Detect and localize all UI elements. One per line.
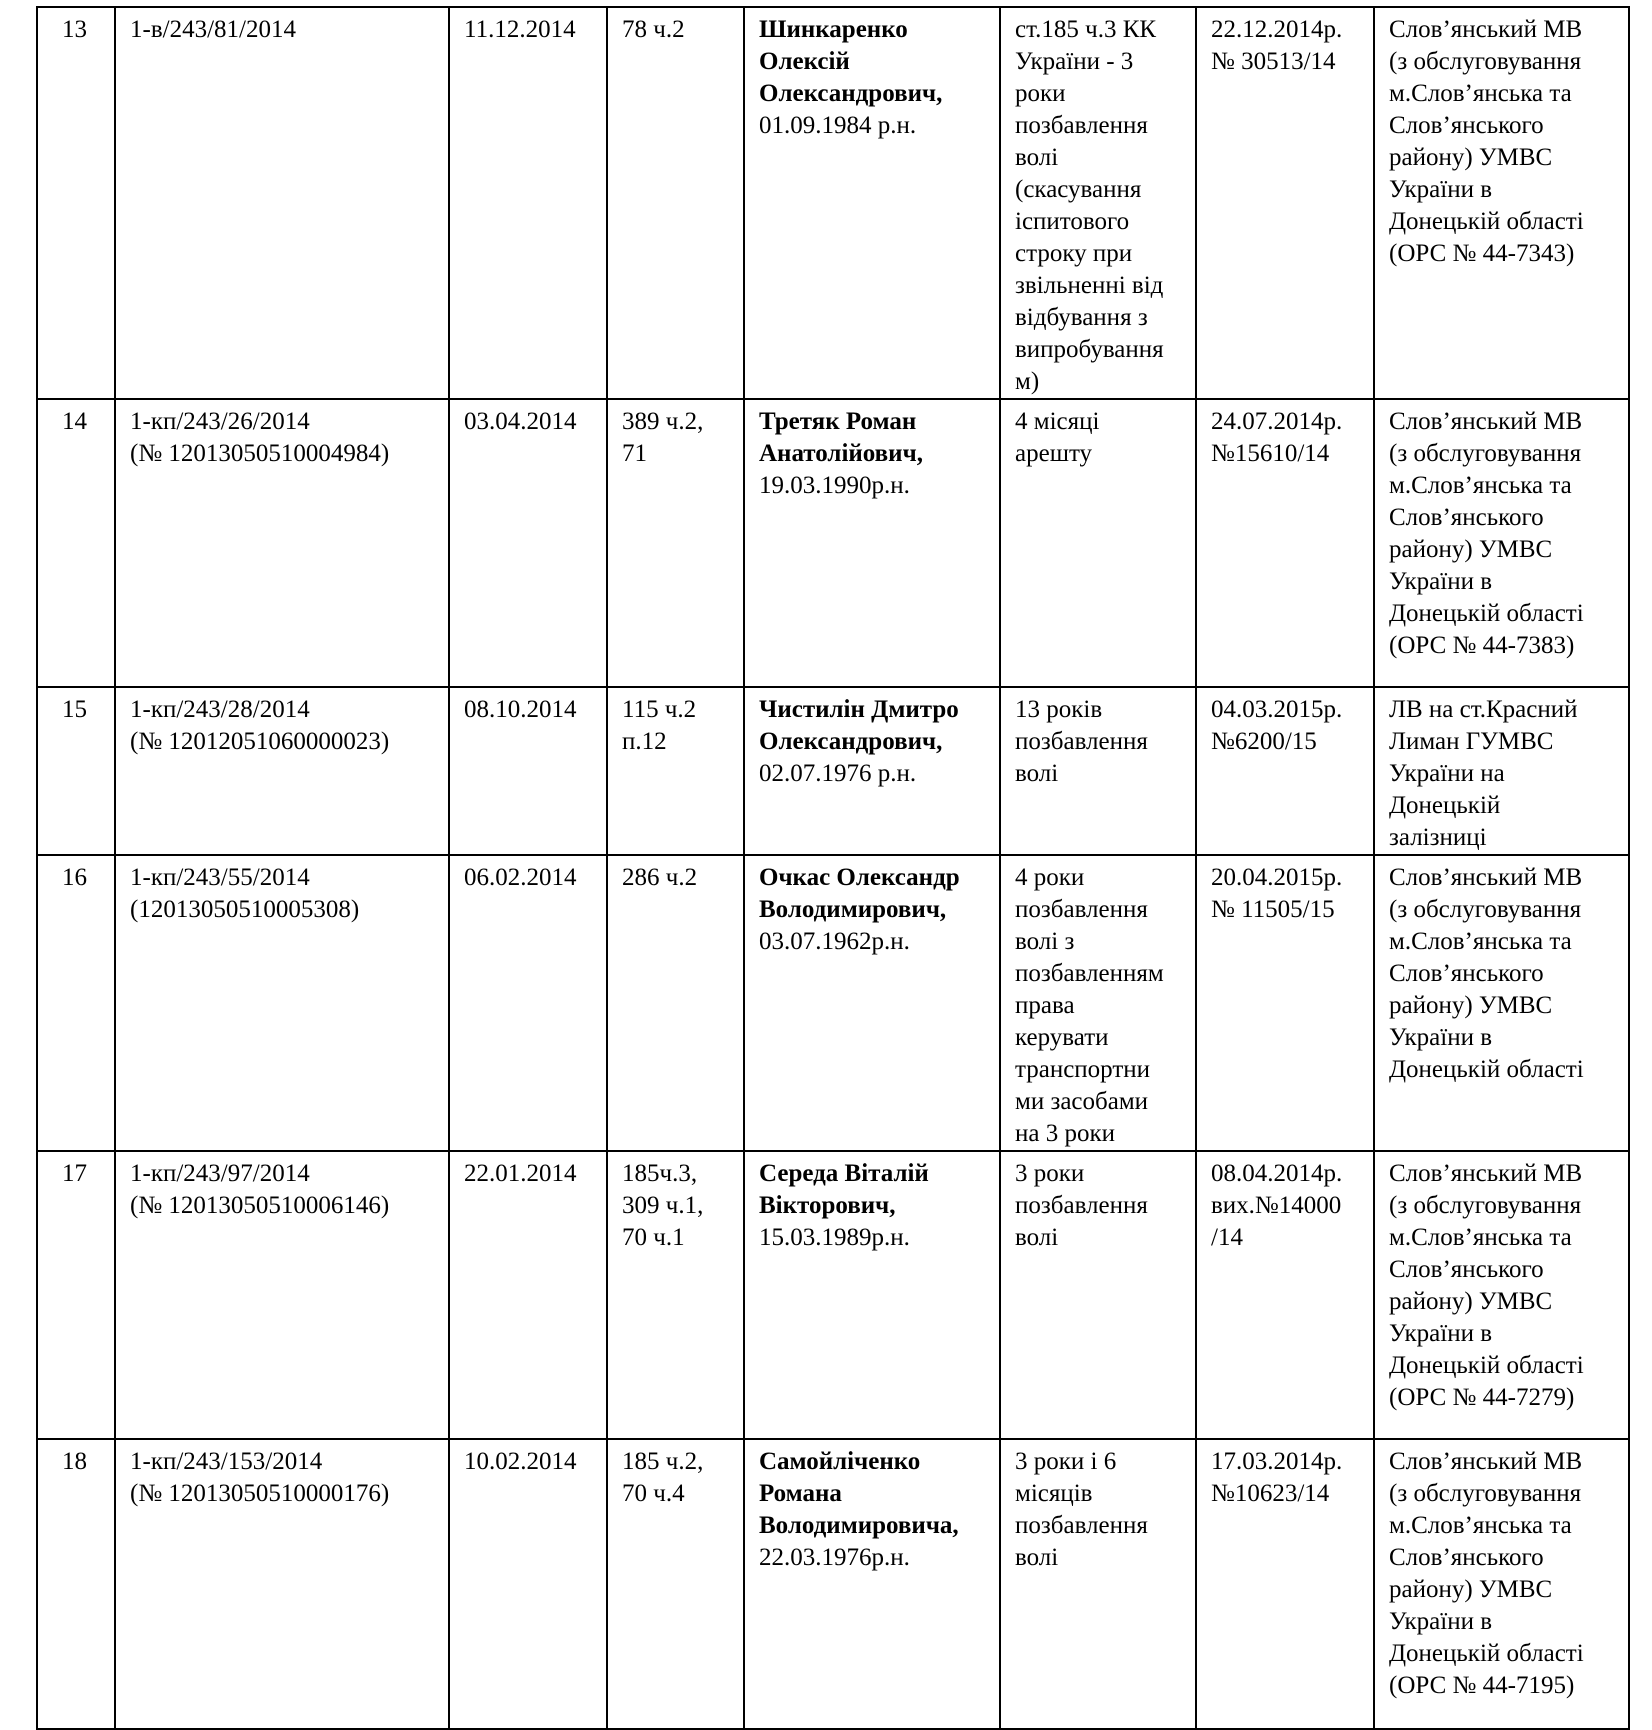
article-cell xyxy=(607,687,744,855)
authority-line: України в xyxy=(1389,1320,1493,1347)
verdict-date: 06.02.2014 xyxy=(464,864,577,891)
row-number: 13 xyxy=(62,16,87,43)
article-cell xyxy=(607,7,744,399)
authority-line: Слов’янський МВ xyxy=(1389,1448,1583,1475)
authority-line: району) УМВС xyxy=(1389,1576,1553,1603)
sentence-line: транспортни xyxy=(1015,1056,1151,1083)
sentence-line: волі xyxy=(1015,144,1059,171)
authority-line: району) УМВС xyxy=(1389,536,1553,563)
verdict-date: 22.01.2014 xyxy=(464,1160,577,1187)
authority-line: Донецькій області xyxy=(1389,600,1584,627)
sentence-cell xyxy=(1000,1151,1196,1439)
case-number-line: (№ 12013050510004984) xyxy=(130,440,390,467)
row-number: 16 xyxy=(62,864,87,891)
authority-line: району) УМВС xyxy=(1389,1288,1553,1315)
authority-cell xyxy=(1374,855,1629,1151)
authority-cell xyxy=(1374,1439,1629,1729)
row-number: 15 xyxy=(62,696,87,723)
authority-line: Слов’янського xyxy=(1389,504,1544,531)
authority-line: залізниці xyxy=(1389,824,1487,851)
birth-date: 03.07.1962р.н. xyxy=(759,928,910,955)
sentence-cell xyxy=(1000,687,1196,855)
sentence-cell xyxy=(1000,7,1196,399)
outgoing-ref-cell xyxy=(1196,1151,1374,1439)
outgoing-ref-line: №10623/14 xyxy=(1211,1480,1330,1507)
sentence-line: позбавленням xyxy=(1015,960,1164,987)
table-row xyxy=(37,1439,1629,1729)
sentence-line: відбування з xyxy=(1015,304,1148,331)
case-number-cell xyxy=(115,855,449,1151)
authority-line: Лиман ГУМВС xyxy=(1389,728,1554,755)
sentence-line: арешту xyxy=(1015,440,1093,467)
authority-line: (з обслуговування xyxy=(1389,440,1582,467)
convict-name-cell xyxy=(744,687,1000,855)
sentence-line: позбавлення xyxy=(1015,1512,1148,1539)
sentence-line: на 3 роки xyxy=(1015,1120,1115,1147)
authority-cell xyxy=(1374,399,1629,687)
verdict-date-cell xyxy=(449,855,607,1151)
authority-line: Слов’янського xyxy=(1389,1544,1544,1571)
row-number-cell xyxy=(37,1439,115,1729)
authority-line: (ОРС № 44-7343) xyxy=(1389,240,1575,267)
authority-line: Слов’янський МВ xyxy=(1389,16,1583,43)
sentence-line: строку при xyxy=(1015,240,1133,267)
authority-line: (з обслуговування xyxy=(1389,1480,1582,1507)
case-number-line: 1-в/243/81/2014 xyxy=(130,16,296,43)
sentence-line: позбавлення xyxy=(1015,728,1148,755)
convict-name-cell xyxy=(744,1439,1000,1729)
sentence-line: випробування xyxy=(1015,336,1164,363)
authority-line: (з обслуговування xyxy=(1389,48,1582,75)
outgoing-ref-line: /14 xyxy=(1211,1224,1243,1251)
authority-line: Донецькій області xyxy=(1389,1640,1584,1667)
authority-line: (з обслуговування xyxy=(1389,1192,1582,1219)
authority-line: м.Слов’янська та xyxy=(1389,472,1572,499)
sentence-line: місяців xyxy=(1015,1480,1093,1507)
authority-line: Слов’янський МВ xyxy=(1389,408,1583,435)
authority-line: України в xyxy=(1389,1608,1493,1635)
row-number: 14 xyxy=(62,408,87,435)
authority-line: Слов’янського xyxy=(1389,960,1544,987)
case-number-line: (№ 12013050510000176) xyxy=(130,1480,390,1507)
outgoing-ref-line: вих.№14000 xyxy=(1211,1192,1342,1219)
outgoing-ref-line: 17.03.2014р. xyxy=(1211,1448,1343,1475)
convict-name-line: Олександрович, xyxy=(759,728,943,755)
authority-line: України в xyxy=(1389,1024,1493,1051)
authority-line: Слов’янського xyxy=(1389,1256,1544,1283)
sentence-line: позбавлення xyxy=(1015,112,1148,139)
article-cell xyxy=(607,1439,744,1729)
verdict-date-cell xyxy=(449,687,607,855)
sentence-line: ми засобами xyxy=(1015,1088,1149,1115)
convict-name-line: Самойліченко xyxy=(759,1448,921,1475)
case-number-cell xyxy=(115,1439,449,1729)
sentence-line: керувати xyxy=(1015,1024,1109,1051)
sentence-cell xyxy=(1000,399,1196,687)
convict-name-line: Шинкаренко xyxy=(759,16,908,43)
birth-date: 01.09.1984 р.н. xyxy=(759,112,917,139)
verdict-date-cell xyxy=(449,1439,607,1729)
convict-name-line: Романа xyxy=(759,1480,842,1507)
case-number-line: 1-кп/243/97/2014 xyxy=(130,1160,310,1187)
convict-name-cell xyxy=(744,1151,1000,1439)
birth-date: 22.03.1976р.н. xyxy=(759,1544,910,1571)
article-line: 309 ч.1, xyxy=(622,1192,704,1219)
authority-cell xyxy=(1374,687,1629,855)
article-cell xyxy=(607,855,744,1151)
article-cell xyxy=(607,1151,744,1439)
convict-name-line: Олександрович, xyxy=(759,80,943,107)
row-number-cell xyxy=(37,855,115,1151)
case-number-cell xyxy=(115,1151,449,1439)
registry-table xyxy=(36,6,1630,1730)
sentence-line: 13 років xyxy=(1015,696,1103,723)
authority-cell xyxy=(1374,1151,1629,1439)
birth-date: 19.03.1990р.н. xyxy=(759,472,910,499)
row-number-cell xyxy=(37,1151,115,1439)
birth-date: 02.07.1976 р.н. xyxy=(759,760,917,787)
sentence-line: іспитового xyxy=(1015,208,1130,235)
table-row xyxy=(37,399,1629,687)
outgoing-ref-line: № 30513/14 xyxy=(1211,48,1336,75)
article-line: 389 ч.2, xyxy=(622,408,704,435)
row-number: 17 xyxy=(62,1160,87,1187)
article-line: п.12 xyxy=(622,728,667,755)
case-number-cell xyxy=(115,7,449,399)
sentence-cell xyxy=(1000,855,1196,1151)
outgoing-ref-cell xyxy=(1196,855,1374,1151)
sentence-line: волі з xyxy=(1015,928,1075,955)
row-number-cell xyxy=(37,7,115,399)
convict-name-line: Анатолійович, xyxy=(759,440,923,467)
authority-line: (ОРС № 44-7195) xyxy=(1389,1672,1575,1699)
authority-line: Донецькій області xyxy=(1389,1056,1584,1083)
authority-line: Слов’янський МВ xyxy=(1389,1160,1583,1187)
convict-name-line: Вікторович, xyxy=(759,1192,896,1219)
verdict-date: 10.02.2014 xyxy=(464,1448,577,1475)
outgoing-ref-line: 04.03.2015р. xyxy=(1211,696,1343,723)
authority-line: м.Слов’янська та xyxy=(1389,928,1572,955)
sentence-line: 4 місяці xyxy=(1015,408,1100,435)
case-number-line: (№ 12013050510006146) xyxy=(130,1192,390,1219)
sentence-line: волі xyxy=(1015,1544,1059,1571)
authority-cell xyxy=(1374,7,1629,399)
authority-line: ЛВ на ст.Красний xyxy=(1389,696,1578,723)
authority-line: м.Слов’янська та xyxy=(1389,1224,1572,1251)
authority-line: Донецькій області xyxy=(1389,208,1584,235)
outgoing-ref-cell xyxy=(1196,7,1374,399)
sentence-line: (скасування xyxy=(1015,176,1142,203)
authority-line: м.Слов’янська та xyxy=(1389,1512,1572,1539)
outgoing-ref-cell xyxy=(1196,1439,1374,1729)
table-row xyxy=(37,687,1629,855)
case-number-line: 1-кп/243/153/2014 xyxy=(130,1448,323,1475)
authority-line: (ОРС № 44-7279) xyxy=(1389,1384,1575,1411)
convict-name-line: Володимировича, xyxy=(759,1512,959,1539)
outgoing-ref-line: № 11505/15 xyxy=(1211,896,1335,923)
sentence-line: позбавлення xyxy=(1015,896,1148,923)
case-number-cell xyxy=(115,399,449,687)
row-number: 18 xyxy=(62,1448,87,1475)
authority-line: України на xyxy=(1389,760,1505,787)
table-row xyxy=(37,855,1629,1151)
verdict-date-cell xyxy=(449,1151,607,1439)
case-number-line: (№ 12012051060000023) xyxy=(130,728,390,755)
convict-name-line: Середа Віталій xyxy=(759,1160,929,1187)
outgoing-ref-line: №6200/15 xyxy=(1211,728,1317,755)
birth-date: 15.03.1989р.н. xyxy=(759,1224,910,1251)
sentence-line: роки xyxy=(1015,80,1066,107)
authority-line: України в xyxy=(1389,568,1493,595)
case-number-line: 1-кп/243/28/2014 xyxy=(130,696,310,723)
verdict-date: 03.04.2014 xyxy=(464,408,577,435)
authority-line: м.Слов’янська та xyxy=(1389,80,1572,107)
sentence-line: м) xyxy=(1015,368,1040,395)
case-number-line: 1-кп/243/26/2014 xyxy=(130,408,310,435)
table-body xyxy=(37,7,1629,1729)
authority-line: (ОРС № 44-7383) xyxy=(1389,632,1575,659)
sentence-cell xyxy=(1000,1439,1196,1729)
table-row xyxy=(37,7,1629,399)
outgoing-ref-line: 08.04.2014р. xyxy=(1211,1160,1343,1187)
convict-name-line: Чистилін Дмитро xyxy=(759,696,959,723)
convict-name-line: Володимирович, xyxy=(759,896,947,923)
outgoing-ref-line: 20.04.2015р. xyxy=(1211,864,1343,891)
article-line: 185 ч.2, xyxy=(622,1448,704,1475)
article-line: 78 ч.2 xyxy=(622,16,685,43)
case-number-line: 1-кп/243/55/2014 xyxy=(130,864,310,891)
sentence-line: 3 роки і 6 xyxy=(1015,1448,1117,1475)
convict-name-cell xyxy=(744,855,1000,1151)
sentence-line: звільненні від xyxy=(1015,272,1164,299)
article-line: 71 xyxy=(622,440,647,467)
article-line: 286 ч.2 xyxy=(622,864,698,891)
sentence-line: волі xyxy=(1015,760,1059,787)
outgoing-ref-cell xyxy=(1196,399,1374,687)
authority-line: району) УМВС xyxy=(1389,144,1553,171)
case-number-line: (12013050510005308) xyxy=(130,896,360,923)
sentence-line: 3 роки xyxy=(1015,1160,1085,1187)
verdict-date: 08.10.2014 xyxy=(464,696,577,723)
article-line: 70 ч.4 xyxy=(622,1480,685,1507)
case-number-cell xyxy=(115,687,449,855)
article-cell xyxy=(607,399,744,687)
authority-line: (з обслуговування xyxy=(1389,896,1582,923)
outgoing-ref-line: 22.12.2014р. xyxy=(1211,16,1343,43)
authority-line: Слов’янський МВ xyxy=(1389,864,1583,891)
authority-line: Донецькій xyxy=(1389,792,1501,819)
sentence-line: позбавлення xyxy=(1015,1192,1148,1219)
authority-line: України в xyxy=(1389,176,1493,203)
article-line: 185ч.3, xyxy=(622,1160,698,1187)
table-row xyxy=(37,1151,1629,1439)
article-line: 70 ч.1 xyxy=(622,1224,685,1251)
convict-name-line: Третяк Роман xyxy=(759,408,917,435)
sentence-line: права xyxy=(1015,992,1075,1019)
verdict-date-cell xyxy=(449,7,607,399)
verdict-date: 11.12.2014 xyxy=(464,16,576,43)
verdict-date-cell xyxy=(449,399,607,687)
authority-line: Донецькій області xyxy=(1389,1352,1584,1379)
sentence-line: України - 3 xyxy=(1015,48,1134,75)
outgoing-ref-line: №15610/14 xyxy=(1211,440,1330,467)
sentence-line: ст.185 ч.3 КК xyxy=(1015,16,1157,43)
row-number-cell xyxy=(37,687,115,855)
convict-name-line: Олексій xyxy=(759,48,850,75)
row-number-cell xyxy=(37,399,115,687)
sentence-line: 4 роки xyxy=(1015,864,1085,891)
convict-name-line: Очкас Олександр xyxy=(759,864,960,891)
article-line: 115 ч.2 xyxy=(622,696,697,723)
outgoing-ref-line: 24.07.2014р. xyxy=(1211,408,1343,435)
outgoing-ref-cell xyxy=(1196,687,1374,855)
convict-name-cell xyxy=(744,7,1000,399)
authority-line: Слов’янського xyxy=(1389,112,1544,139)
sentence-line: волі xyxy=(1015,1224,1059,1251)
authority-line: району) УМВС xyxy=(1389,992,1553,1019)
convict-name-cell xyxy=(744,399,1000,687)
